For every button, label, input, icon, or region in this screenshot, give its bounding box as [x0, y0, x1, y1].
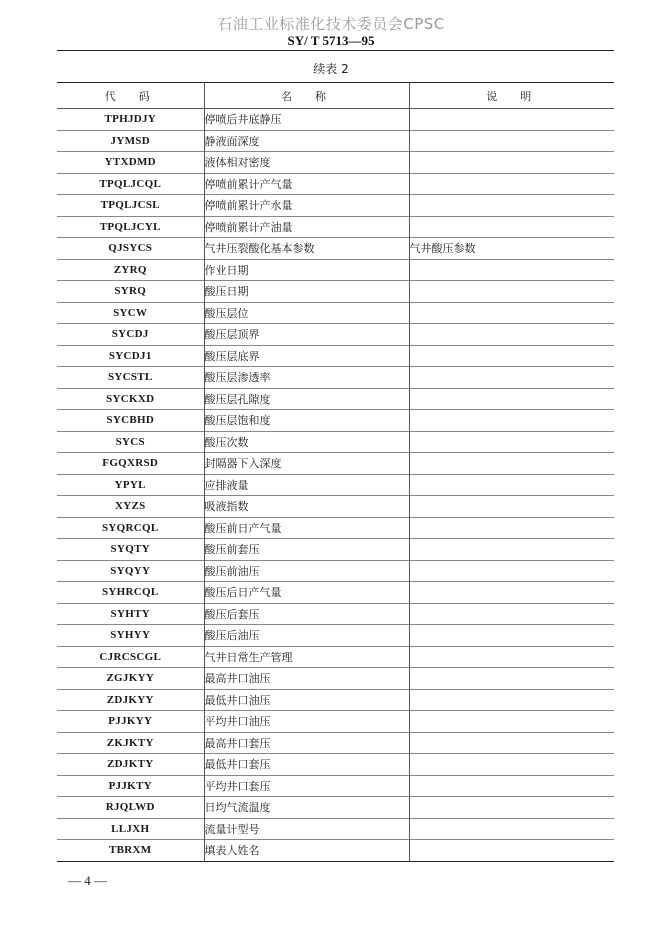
code-cell: TBRXM	[57, 840, 204, 862]
code-cell: QJSYCS	[57, 238, 204, 260]
note-cell	[409, 689, 614, 711]
name-cell: 酸压层顶界	[204, 324, 409, 346]
name-cell: 填表人姓名	[204, 840, 409, 862]
code-cell: SYHYY	[57, 625, 204, 647]
name-cell: 停喷前累计产油量	[204, 216, 409, 238]
name-cell: 吸液指数	[204, 496, 409, 518]
code-cell: PJJKYY	[57, 711, 204, 733]
name-cell: 作业日期	[204, 259, 409, 281]
code-cell: XYZS	[57, 496, 204, 518]
page-number: — 4 —	[68, 873, 107, 888]
note-cell	[409, 388, 614, 410]
code-cell: FGQXRSD	[57, 453, 204, 475]
code-cell: TPQLJCSL	[57, 195, 204, 217]
note-cell	[409, 517, 614, 539]
table-row	[57, 818, 614, 840]
code-table	[57, 82, 614, 862]
name-cell: 酸压前套压	[204, 539, 409, 561]
note-cell	[409, 625, 614, 647]
note-cell	[409, 840, 614, 862]
name-cell: 酸压次数	[204, 431, 409, 453]
name-cell: 酸压后套压	[204, 603, 409, 625]
name-cell: 酸压层位	[204, 302, 409, 324]
name-cell: 最高井口套压	[204, 732, 409, 754]
table-body	[57, 109, 614, 862]
name-cell: 最低井口油压	[204, 689, 409, 711]
name-cell: 最高井口油压	[204, 668, 409, 690]
table-row	[57, 238, 614, 260]
table-row	[57, 431, 614, 453]
note-cell	[409, 281, 614, 303]
code-cell: ZGJKYY	[57, 668, 204, 690]
table-row	[57, 496, 614, 518]
table-row	[57, 281, 614, 303]
code-cell: ZYRQ	[57, 259, 204, 281]
standard-code: SY/ T 5713—95	[287, 33, 375, 48]
note-cell	[409, 453, 614, 475]
name-cell: 酸压前油压	[204, 560, 409, 582]
watermark-text: 石油工业标准化技术委员会CPSC	[217, 15, 445, 33]
code-cell: SYRQ	[57, 281, 204, 303]
note-cell	[409, 195, 614, 217]
table-row	[57, 259, 614, 281]
note-cell	[409, 474, 614, 496]
table-row	[57, 560, 614, 582]
code-cell: SYCSTL	[57, 367, 204, 389]
name-cell: 液体相对密度	[204, 152, 409, 174]
table-row	[57, 453, 614, 475]
note-cell	[409, 431, 614, 453]
code-cell: PJJKTY	[57, 775, 204, 797]
name-cell: 最低井口套压	[204, 754, 409, 776]
table-header-row	[57, 83, 614, 109]
note-cell	[409, 797, 614, 819]
note-cell	[409, 173, 614, 195]
name-cell: 酸压日期	[204, 281, 409, 303]
table-row	[57, 840, 614, 862]
name-cell: 气井压裂酸化基本参数	[204, 238, 409, 260]
note-cell	[409, 367, 614, 389]
table-row	[57, 797, 614, 819]
note-cell	[409, 496, 614, 518]
code-cell: SYCKXD	[57, 388, 204, 410]
name-cell: 应排液量	[204, 474, 409, 496]
note-cell	[409, 582, 614, 604]
code-cell: SYHTY	[57, 603, 204, 625]
note-cell	[409, 130, 614, 152]
table-row	[57, 152, 614, 174]
code-cell: SYCW	[57, 302, 204, 324]
table-row	[57, 517, 614, 539]
name-cell: 停喷前累计产气量	[204, 173, 409, 195]
code-cell: SYHRCQL	[57, 582, 204, 604]
name-cell: 酸压层底界	[204, 345, 409, 367]
table-row	[57, 539, 614, 561]
code-cell: ZDJKYY	[57, 689, 204, 711]
note-cell	[409, 109, 614, 131]
table-row	[57, 345, 614, 367]
note-cell	[409, 646, 614, 668]
table-row	[57, 775, 614, 797]
table-row	[57, 367, 614, 389]
table-caption: 续表 2	[313, 62, 349, 76]
name-cell: 酸压后日产气量	[204, 582, 409, 604]
note-cell	[409, 668, 614, 690]
note-cell	[409, 216, 614, 238]
column-header-code: 代 码	[57, 83, 204, 109]
code-cell: RJQLWD	[57, 797, 204, 819]
code-cell: YTXDMD	[57, 152, 204, 174]
name-cell: 静液面深度	[204, 130, 409, 152]
name-cell: 停喷后井底静压	[204, 109, 409, 131]
code-cell: ZKJKTY	[57, 732, 204, 754]
code-cell: SYQRCQL	[57, 517, 204, 539]
note-cell	[409, 324, 614, 346]
note-cell	[409, 818, 614, 840]
table-row	[57, 130, 614, 152]
table-row	[57, 732, 614, 754]
name-cell: 酸压层饱和度	[204, 410, 409, 432]
code-cell: SYQTY	[57, 539, 204, 561]
note-cell	[409, 539, 614, 561]
code-cell: SYCDJ	[57, 324, 204, 346]
name-cell: 流量计型号	[204, 818, 409, 840]
table-row	[57, 646, 614, 668]
table-row	[57, 754, 614, 776]
note-cell	[409, 410, 614, 432]
name-cell: 平均井口油压	[204, 711, 409, 733]
table-row	[57, 109, 614, 131]
code-cell: CJRCSCGL	[57, 646, 204, 668]
note-cell	[409, 732, 614, 754]
note-cell	[409, 711, 614, 733]
note-cell	[409, 775, 614, 797]
note-cell	[409, 754, 614, 776]
name-cell: 酸压层渗透率	[204, 367, 409, 389]
table-row	[57, 173, 614, 195]
name-cell: 酸压前日产气量	[204, 517, 409, 539]
table-row	[57, 668, 614, 690]
name-cell: 酸压后油压	[204, 625, 409, 647]
code-cell: SYCBHD	[57, 410, 204, 432]
note-cell: 气井酸压参数	[409, 238, 614, 260]
code-cell: YPYL	[57, 474, 204, 496]
name-cell: 停喷前累计产水量	[204, 195, 409, 217]
table-row	[57, 324, 614, 346]
table-row	[57, 216, 614, 238]
name-cell: 封隔器下入深度	[204, 453, 409, 475]
column-header-name: 名 称	[204, 83, 409, 109]
code-cell: SYCS	[57, 431, 204, 453]
table-row	[57, 388, 614, 410]
code-cell: SYCDJ1	[57, 345, 204, 367]
table-row	[57, 603, 614, 625]
note-cell	[409, 560, 614, 582]
table-row	[57, 195, 614, 217]
table-row	[57, 711, 614, 733]
name-cell: 日均气流温度	[204, 797, 409, 819]
code-cell: SYQYY	[57, 560, 204, 582]
note-cell	[409, 259, 614, 281]
code-cell: JYMSD	[57, 130, 204, 152]
table-row	[57, 582, 614, 604]
name-cell: 酸压层孔隙度	[204, 388, 409, 410]
note-cell	[409, 345, 614, 367]
note-cell	[409, 603, 614, 625]
table-row	[57, 302, 614, 324]
code-cell: ZDJKTY	[57, 754, 204, 776]
code-cell: TPQLJCYL	[57, 216, 204, 238]
table-row	[57, 625, 614, 647]
code-cell: LLJXH	[57, 818, 204, 840]
header-rule	[57, 50, 614, 51]
name-cell: 气井日常生产管理	[204, 646, 409, 668]
table-row	[57, 410, 614, 432]
code-cell: TPQLJCQL	[57, 173, 204, 195]
note-cell	[409, 302, 614, 324]
code-cell: TPHJDJY	[57, 109, 204, 131]
note-cell	[409, 152, 614, 174]
table-row	[57, 689, 614, 711]
name-cell: 平均井口套压	[204, 775, 409, 797]
table-row	[57, 474, 614, 496]
column-header-note: 说 明	[409, 83, 614, 109]
